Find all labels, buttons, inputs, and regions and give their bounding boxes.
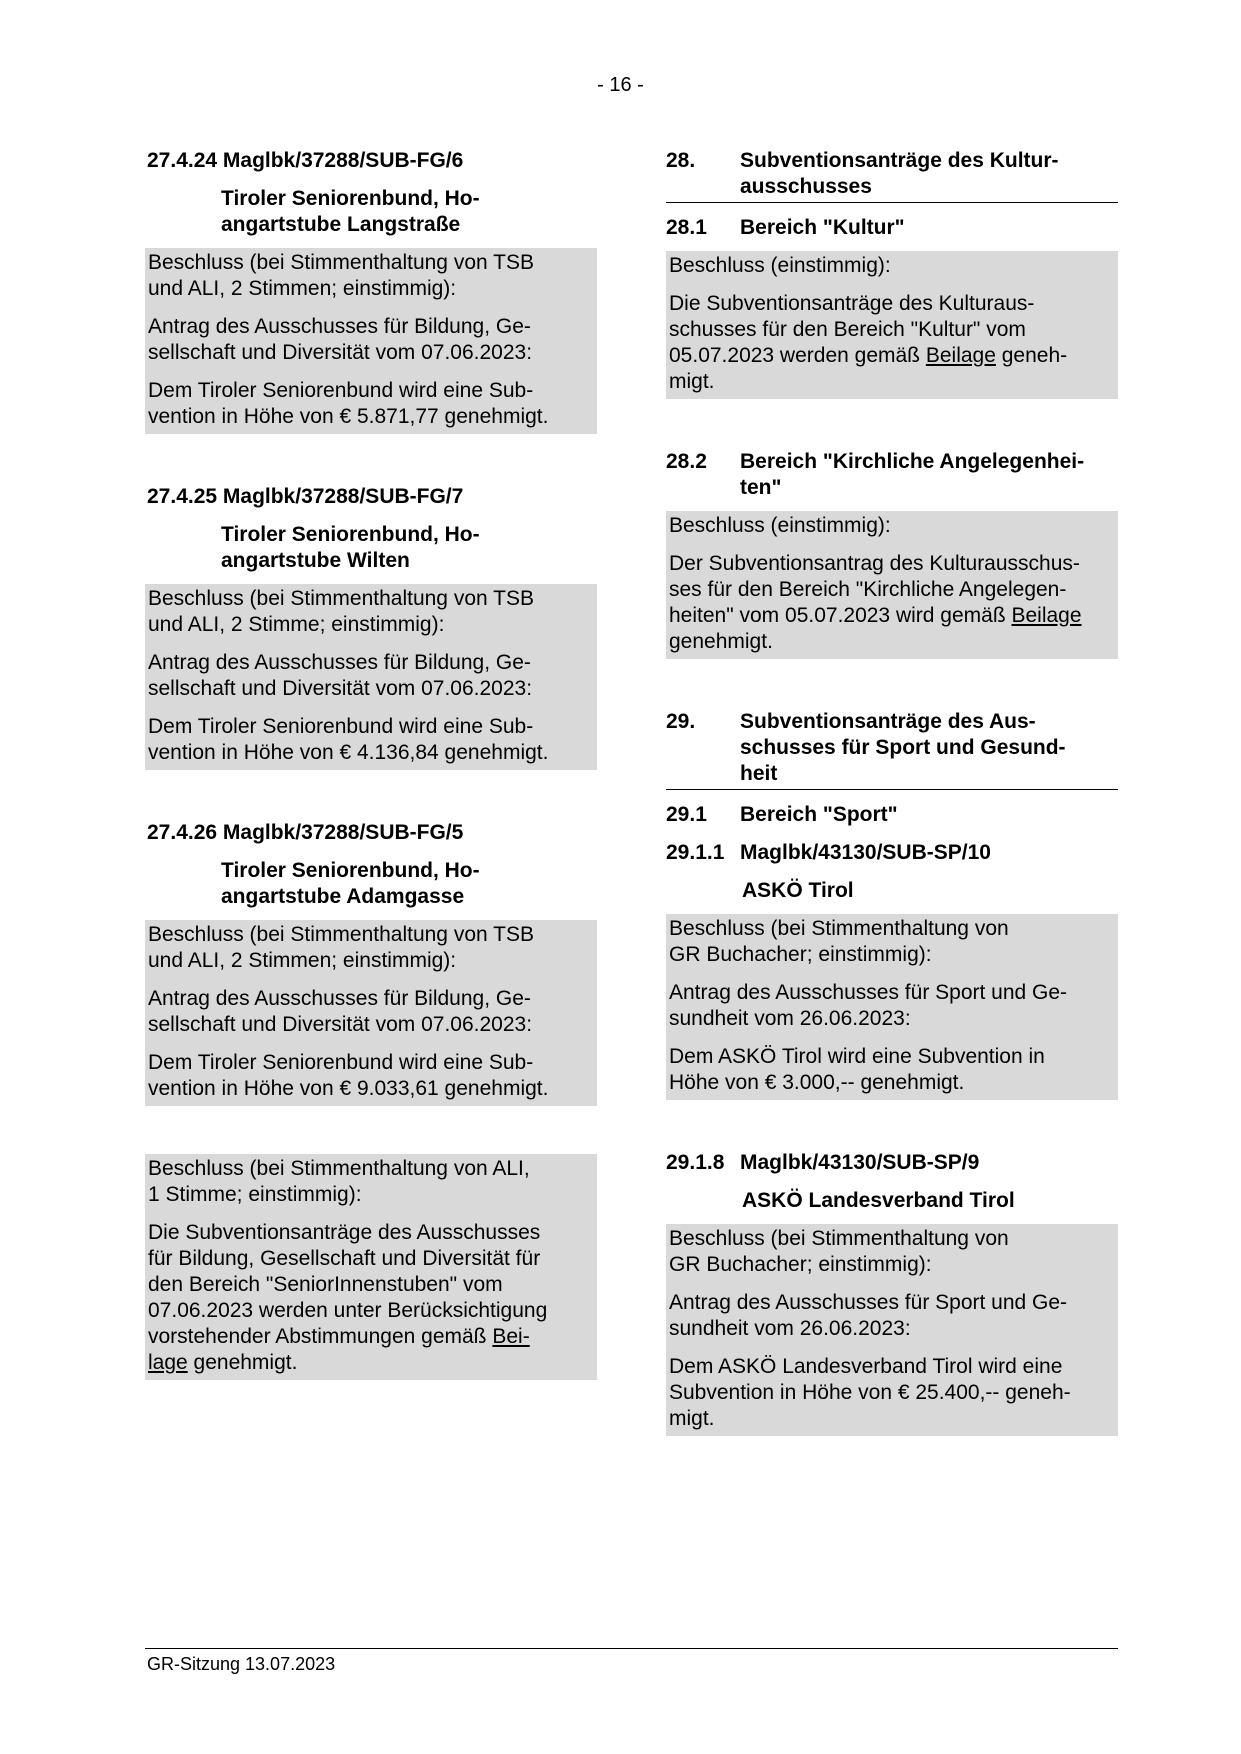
resolution-block (666, 914, 1118, 1100)
subtitle-line: Tiroler Seniorenbund, Ho- (221, 859, 480, 882)
section-number: 29.1.1 (666, 841, 725, 864)
resolution-vote: Beschluss (bei Stimmenthaltung von TSB und ALI, 2 Stimmen; einstimmig): (148, 923, 534, 972)
section-27-4-24 (145, 148, 597, 434)
motion-text: Antrag des Ausschusses für Sport und Ge- sundheit vom 26.06.2023: (669, 1291, 1068, 1340)
decision-text: Dem Tiroler Seniorenbund wird eine Sub- vention in Höhe von € 4.136,84 genehmigt. (148, 715, 549, 764)
section-number: 29.1 (666, 803, 707, 826)
section-number: 28.1 (666, 216, 707, 239)
decision-text: Die Subventionsanträge des Ausschusses für Bildung, Gesellschaft und Diversität für den Bereich "SeniorInnenstuben" vom 07.06.2023 werden unter Berücksichtigung vorstehender Abstimmungen gemäß Bei- lage genehmigt. (148, 1221, 548, 1374)
resolution-block (666, 251, 1118, 399)
decision-text: Dem Tiroler Seniorenbund wird eine Sub- vention in Höhe von € 9.033,61 genehmigt. (148, 1051, 549, 1100)
section-title: Subventionsanträge des Aus- schusses für Sport und Gesund- heit (740, 710, 1066, 785)
decision-text: Der Subventionsantrag des Kulturausschus- ses für den Bereich "Kirchliche Angelegen- heiten" vom 05.07.2023 wird gemäß Beilage genehmigt. (669, 552, 1082, 653)
section-29-heading (666, 709, 1118, 790)
beilage-link[interactable]: Beilage (925, 344, 996, 367)
decision-text: Dem Tiroler Seniorenbund wird eine Sub- vention in Höhe von € 5.871,77 genehmigt. (148, 379, 549, 428)
section-29-1-8-heading (666, 1150, 1118, 1176)
resolution-vote: Beschluss (bei Stimmenthaltung von TSB und ALI, 2 Stimme; einstimmig): (148, 587, 534, 636)
beilage-link[interactable]: Bei- (492, 1325, 530, 1348)
section-number: 29. (666, 710, 696, 733)
section-28-1-heading (666, 215, 1118, 241)
subtitle-line: angartstube Langstraße (221, 213, 461, 236)
decision-text: Die Subventionsanträge des Kulturaus- schusses für den Bereich "Kultur" vom 05.07.2023 werden gemäß Beilage geneh- migt. (669, 292, 1068, 393)
beilage-link[interactable]: lage (148, 1351, 188, 1374)
footer-text: GR-Sitzung 13.07.2023 (147, 1654, 336, 1674)
section-subtitle (221, 186, 597, 238)
resolution-vote: Beschluss (bei Stimmenthaltung von ALI, 1 Stimme; einstimmig): (148, 1157, 530, 1206)
section-number: 28. (666, 149, 696, 172)
section-28-2-heading (666, 449, 1118, 501)
section-subtitle (221, 522, 597, 574)
section-title: Bereich "Sport" (740, 803, 898, 826)
section-heading: 27.4.26 Maglbk/37288/SUB-FG/5 (147, 821, 464, 844)
resolution-block (666, 511, 1118, 659)
left-column (145, 148, 597, 1380)
decision-text: Dem ASKÖ Landesverband Tirol wird eine Subvention in Höhe von € 25.400,-- geneh- migt. (669, 1355, 1071, 1430)
right-column (666, 148, 1118, 1436)
decision-text: Dem ASKÖ Tirol wird eine Subvention in Höhe von € 3.000,-- genehmigt. (669, 1045, 1045, 1094)
motion-text: Antrag des Ausschusses für Bildung, Ge- sellschaft und Diversität vom 07.06.2023: (148, 987, 533, 1036)
subtitle-line: angartstube Wilten (221, 549, 410, 572)
beilage-link[interactable]: Beilage (1011, 604, 1082, 627)
subtitle-line: Tiroler Seniorenbund, Ho- (221, 523, 480, 546)
subtitle-line: Tiroler Seniorenbund, Ho- (221, 187, 480, 210)
section-number: 28.2 (666, 450, 707, 473)
section-title: Bereich "Kirchliche Angelegenhei- ten" (740, 450, 1085, 499)
motion-text: Antrag des Ausschusses für Sport und Ge- sundheit vom 26.06.2023: (669, 981, 1068, 1030)
section-27-4-26 (145, 820, 597, 1106)
resolution-vote: Beschluss (einstimmig): (669, 254, 891, 277)
section-title: Bereich "Kultur" (740, 216, 905, 239)
section-29-1-heading (666, 802, 1118, 828)
page-number: - 16 - (597, 74, 644, 96)
subtitle-line: angartstube Adamgasse (221, 885, 465, 908)
section-subtitle: ASKÖ Landesverband Tirol (742, 1189, 1015, 1212)
motion-text: Antrag des Ausschusses für Bildung, Ge- sellschaft und Diversität vom 07.06.2023: (148, 651, 533, 700)
resolution-vote: Beschluss (bei Stimmenthaltung von TSB und ALI, 2 Stimmen; einstimmig): (148, 251, 534, 300)
section-heading: 27.4.25 Maglbk/37288/SUB-FG/7 (147, 485, 464, 508)
resolution-vote: Beschluss (bei Stimmenthaltung von GR Buchacher; einstimmig): (669, 917, 1009, 966)
section-number: 29.1.8 (666, 1151, 725, 1174)
resolution-block (666, 1224, 1118, 1436)
section-title: Subventionsanträge des Kultur- ausschusses (740, 149, 1059, 198)
summary-resolution-block (145, 1154, 597, 1380)
section-subtitle: ASKÖ Tirol (742, 879, 854, 902)
resolution-block (145, 584, 597, 770)
section-28-heading (666, 148, 1118, 203)
resolution-vote: Beschluss (bei Stimmenthaltung von GR Buchacher; einstimmig): (669, 1227, 1009, 1276)
resolution-block (145, 920, 597, 1106)
section-heading: 27.4.24 Maglbk/37288/SUB-FG/6 (147, 149, 464, 172)
motion-text: Antrag des Ausschusses für Bildung, Ge- sellschaft und Diversität vom 07.06.2023: (148, 315, 533, 364)
footer-divider (145, 1648, 1118, 1649)
section-title: Maglbk/43130/SUB-SP/9 (740, 1151, 980, 1174)
section-27-4-25 (145, 484, 597, 770)
section-29-1-1-heading (666, 840, 1118, 866)
resolution-block (145, 248, 597, 434)
resolution-vote: Beschluss (einstimmig): (669, 514, 891, 537)
section-subtitle (221, 858, 597, 910)
section-title: Maglbk/43130/SUB-SP/10 (740, 841, 991, 864)
